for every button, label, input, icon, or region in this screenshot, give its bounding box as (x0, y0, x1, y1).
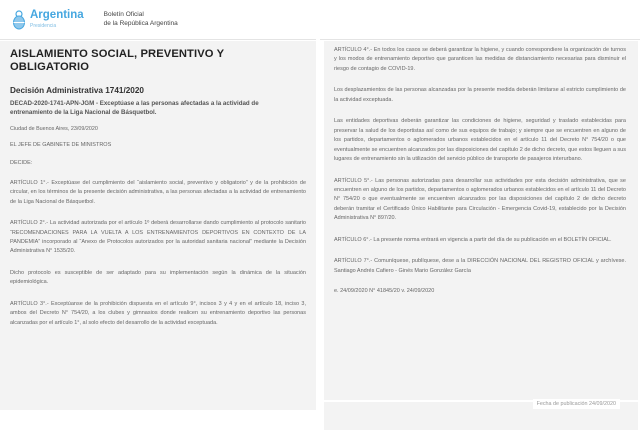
bulletin-line-1: Boletín Oficial (103, 11, 144, 19)
decision-summary: DECAD-2020-1741-APN-JGM - Exceptúase a las personas afectadas a la actividad de entrenamiento de la Liga Nacional de Básquetbol. (10, 99, 259, 116)
article-5: ARTÍCULO 5°.- Las personas autorizadas para desarrollar sus actividades por esta decisión administrativa, que se encuentren en alguno de los partidos, departamentos o aglomerados urbanos establecidos en el artículo 11 del Decreto N° 754/20 o que eventualmente se encuentren alcanzados por las disposiciones del capítulo 2 de dicho decreto deberán tramitar el Certificado Único Habilitante para Circulación - Emergencia Covid-19, establecido por la Decisión Administrativa N° 897/20. (334, 177, 626, 222)
argentina-logo[interactable] (12, 10, 84, 30)
logo-main-text: Argentina (30, 9, 84, 22)
article-4: ARTÍCULO 4°.- En todos los casos se deberá garantizar la higiene, y cuando correspondiere la organización de turnos y los modos de entrenamiento deportivo que garanticen las medidas de distanciamiento necesarias para disminuir el riesgo de contagio de COVID-19. (334, 47, 626, 72)
article-6: ARTÍCULO 6°.- La presente norma entrará en vigencia a partir del día de su publicación en el BOLETÍN OFICIAL. (334, 236, 612, 243)
article-2: ARTÍCULO 2°.- La actividad autorizada por el artículo 1º deberá desarrollarse dando cumplimiento al protocolo sanitario “RECOMENDACIONES PARA LA VUELTA A LOS ENTRENAMIENTOS DEPORTIVOS EN CONTEXTO DE LA PANDEMIA” incorporado al “Anexo de Protocolos autorizados por la autoridad sanitaria nacional” mediante la Decisión Administrativa N° 1535/20. (10, 220, 306, 255)
place-date: Ciudad de Buenos Aires, 23/09/2020 (10, 125, 98, 132)
coat-of-arms-icon (12, 10, 26, 30)
right-header-blank (320, 0, 640, 40)
right-page (320, 0, 640, 430)
decide-label: DECIDE: (10, 160, 33, 167)
site-header (0, 0, 316, 40)
edition-reference: e. 24/09/2020 N° 41845/20 v. 24/09/2020 (334, 288, 435, 295)
publication-date: Fecha de publicación 24/09/2020 (533, 399, 620, 409)
logo-sub-text: Presidencia (30, 22, 57, 29)
document-right-column (324, 41, 638, 400)
movement-note: Los desplazamientos de las personas alcanzadas por la presente medida deberán limitarse al estricto cumplimiento de la actividad exceptuada. (334, 87, 626, 103)
sports-entities-note: Las entidades deportivas deberán garantizar las condiciones de higiene, seguridad y traslado establecidas para preservar la salud de los deportistas así como de sus equipos de trabajo; y siempre que se encuentren en alguno de los partidos, departamentos o aglomerados urbanos establecidos en el artículo 11 del Decreto N° 754/20 o que eventualmente se encuentren alcanzados por las disposiciones del capítulo 2 de dicho decreto, que estos lleguen a sus lugares de entrenamiento sin la utilización del servicio público de transporte de pasajeros interurbano. (334, 118, 626, 163)
decision-number: Decisión Administrativa 1741/2020 (10, 85, 144, 95)
article-7: ARTÍCULO 7°.- Comuníquese, publíquese, dese a la DIRECCIÓN NACIONAL DEL REGISTRO OFICIAL y archívese. Santiago Andrés Cafiero - Ginés Mario González García (334, 258, 626, 274)
protocol-note: Dicho protocolo es susceptible de ser adaptado para su implementación según la dinámica de la situación epidemiológica. (10, 269, 306, 286)
bulletin-title[interactable] (104, 11, 178, 28)
document-left-column (0, 41, 316, 410)
page-title: AISLAMIENTO SOCIAL, PREVENTIVO Y OBLIGATORIO (10, 48, 224, 74)
article-3: ARTÍCULO 3°.- Exceptúanse de la prohibición dispuesta en el artículo 9°, incisos 3 y 4 y en el artículo 18, inciso 3, ambos del Decreto N° 754/20, a los clubes y gimnasios donde realicen su entrenamiento deportivo las personas alcanzadas por el artículo 1°, al solo efecto del desarrollo de la actividad exceptuada. (10, 300, 306, 326)
issuer: EL JEFE DE GABINETE DE MINISTROS (10, 141, 112, 148)
article-1: ARTÍCULO 1°.- Exceptúase del cumplimiento del “aislamiento social, preventivo y obligatorio” y de la prohibición de circular, en los términos de la presente decisión administrativa, a las personas afectadas a la actividad de entrenamiento de la Liga Nacional de Básquetbol. (10, 179, 306, 205)
bulletin-line-2: de la República Argentina (103, 19, 178, 27)
left-page (0, 0, 316, 430)
